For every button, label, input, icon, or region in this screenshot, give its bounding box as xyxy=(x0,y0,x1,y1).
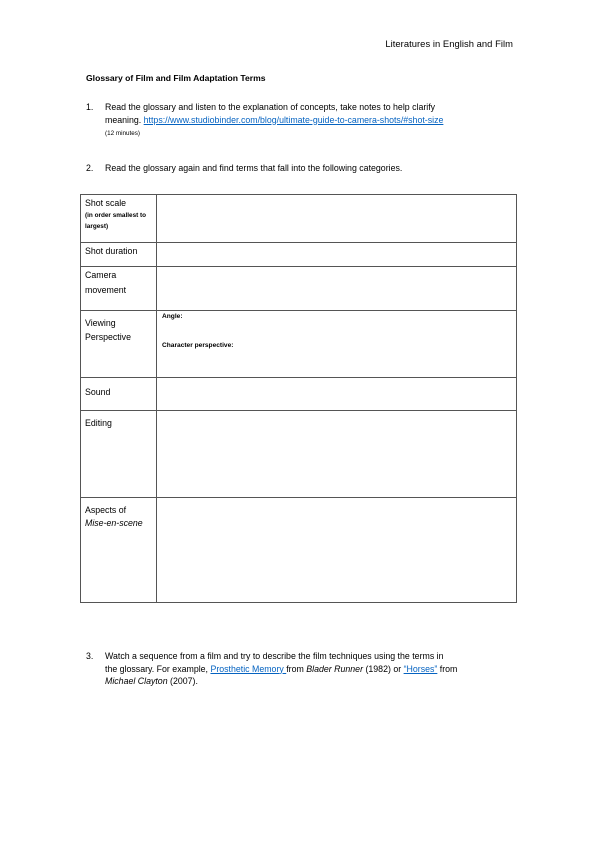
row-label-mise-en-scene xyxy=(81,498,157,603)
answer-cell-shot-scale[interactable] xyxy=(157,195,517,243)
label-text: Shot duration xyxy=(85,246,138,256)
answer-cell-viewing-perspective[interactable] xyxy=(157,311,517,378)
prosthetic-memory-link[interactable]: Prosthetic Memory xyxy=(210,663,287,674)
table-row-camera-movement xyxy=(81,267,517,311)
answer-cell-shot-duration[interactable] xyxy=(157,243,517,267)
label-text: Shot scale xyxy=(85,198,127,208)
task-2 xyxy=(86,162,526,175)
label-text: Perspective xyxy=(85,332,131,342)
answer-cell-sound[interactable] xyxy=(157,378,517,411)
table-row-editing xyxy=(81,411,517,498)
categories-table xyxy=(80,194,517,603)
label-text: Viewing xyxy=(85,318,116,328)
task-3-text: Watch a sequence from a film and try to describe the film techniques using the terms in xyxy=(105,651,444,661)
row-label-editing xyxy=(81,411,157,498)
film-title-michael-clayton: Michael Clayton xyxy=(105,676,168,686)
character-perspective-prompt: Character perspective: xyxy=(162,342,234,349)
task-1-duration-note: (12 minutes) xyxy=(105,130,140,137)
task-3-number: 3. xyxy=(86,651,94,661)
task-1-number: 1. xyxy=(86,102,94,112)
label-text: Mise-en-scene xyxy=(85,518,143,528)
label-text: movement xyxy=(85,285,127,295)
angle-prompt: Angle: xyxy=(162,313,183,320)
table-row-mise-en-scene xyxy=(81,498,517,603)
table-row-shot-duration xyxy=(81,243,517,267)
label-text: Aspects of xyxy=(85,505,127,515)
task-3 xyxy=(86,650,526,688)
table-row-shot-scale xyxy=(81,195,517,243)
answer-cell-editing[interactable] xyxy=(157,411,517,498)
row-label-camera-movement xyxy=(81,267,157,311)
answer-cell-mise-en-scene[interactable] xyxy=(157,498,517,603)
task-2-number: 2. xyxy=(86,163,94,173)
task-3-from-2: from xyxy=(437,663,458,674)
table-row-sound xyxy=(81,378,517,411)
film-title-blade-runner: Blader Runner xyxy=(306,663,364,674)
task-3-text-prefix: the glossary. For example, xyxy=(105,663,211,674)
task-1 xyxy=(86,101,526,141)
row-label-shot-scale xyxy=(81,195,157,243)
label-text: Editing xyxy=(85,418,112,428)
label-subtext: (in order smallest to largest) xyxy=(85,212,147,230)
task-3-year-1: (1982) or xyxy=(363,663,404,674)
table-row-viewing-perspective xyxy=(81,311,517,378)
studiobinder-link[interactable]: https://www.studiobinder.com/blog/ultimate-guide-to-camera-shots/#shot-size xyxy=(143,114,444,125)
answer-cell-camera-movement[interactable] xyxy=(157,267,517,311)
row-label-shot-duration xyxy=(81,243,157,267)
task-3-from-1: from xyxy=(286,663,307,674)
label-text: Sound xyxy=(85,387,111,397)
label-text: Camera xyxy=(85,270,117,280)
document-title: Glossary of Film and Film Adaptation Terms xyxy=(86,73,266,83)
task-1-text-prefix: meaning. xyxy=(105,114,144,125)
task-2-text: Read the glossary again and find terms that fall into the following categories. xyxy=(105,163,403,173)
horses-link[interactable]: “Horses” xyxy=(403,663,438,674)
row-label-viewing-perspective xyxy=(81,311,157,378)
page-header: Literatures in English and Film xyxy=(385,38,513,49)
row-label-sound xyxy=(81,378,157,411)
task-1-text: Read the glossary and listen to the explanation of concepts, take notes to help clarify xyxy=(105,102,436,112)
task-3-year-2: (2007). xyxy=(167,676,198,686)
